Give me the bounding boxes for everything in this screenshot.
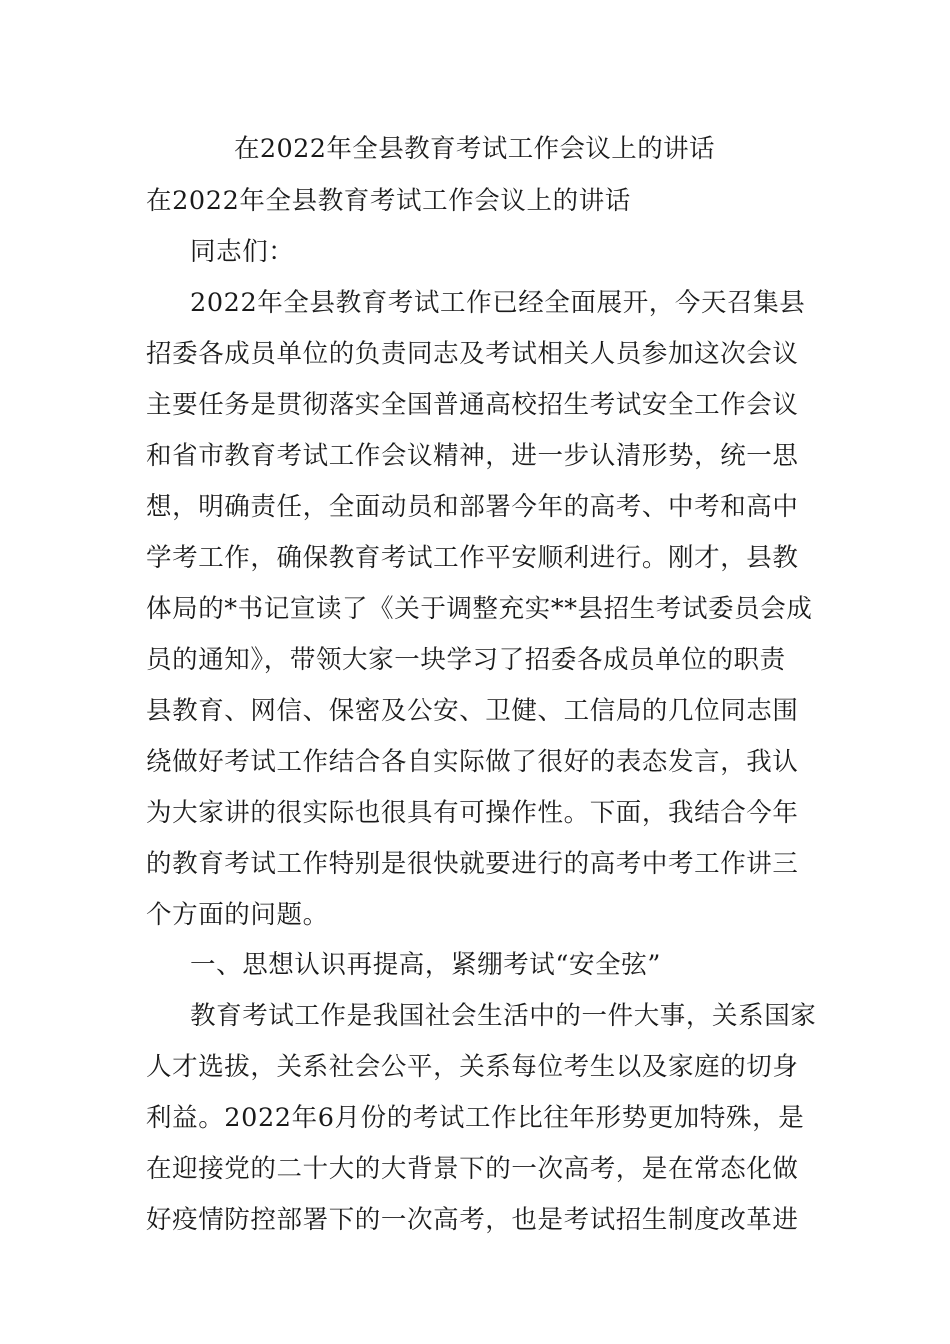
paragraph-line: 人才选拔，关系社会公平，关系每位考生以及家庭的切身 bbox=[146, 1052, 799, 1082]
subtitle-line: 在2022年全县教育考试工作会议上的讲话 bbox=[146, 186, 631, 216]
paragraph-line: 县教育、网信、保密及公安、卫健、工信局的几位同志围 bbox=[146, 696, 799, 726]
paragraph-line: 个方面的问题。 bbox=[146, 900, 329, 930]
paragraph-line: 绕做好考试工作结合各自实际做了很好的表态发言，我认 bbox=[146, 747, 799, 777]
paragraph-line: 体局的*书记宣读了《关于调整充实**县招生考试委员会成 bbox=[146, 594, 813, 624]
paragraph-line: 教育考试工作是我国社会生活中的一件大事，关系国家 bbox=[190, 1001, 817, 1031]
paragraph-line: 利益。2022年6月份的考试工作比往年形势更加特殊，是 bbox=[146, 1103, 805, 1133]
paragraph-line: 学考工作，确保教育考试工作平安顺利进行。刚才，县教 bbox=[146, 543, 799, 573]
salutation: 同志们： bbox=[190, 237, 295, 267]
paragraph-line: 2022年全县教育考试工作已经全面展开，今天召集县 bbox=[190, 288, 806, 318]
paragraph-line: 在迎接党的二十大的大背景下的一次高考，是在常态化做 bbox=[146, 1154, 799, 1184]
paragraph-line: 想，明确责任，全面动员和部署今年的高考、中考和高中 bbox=[146, 492, 799, 522]
paragraph-line: 好疫情防控部署下的一次高考，也是考试招生制度改革进 bbox=[146, 1205, 799, 1235]
document-title: 在2022年全县教育考试工作会议上的讲话 bbox=[234, 134, 715, 164]
paragraph-line: 主要任务是贯彻落实全国普通高校招生考试安全工作会议 bbox=[146, 390, 799, 420]
section-heading: 一、思想认识再提高，紧绷考试“安全弦” bbox=[190, 950, 661, 980]
paragraph-line: 为大家讲的很实际也很具有可操作性。下面，我结合今年 bbox=[146, 798, 799, 828]
paragraph-line: 和省市教育考试工作会议精神，进一步认清形势，统一思 bbox=[146, 441, 799, 471]
paragraph-line: 员的通知》，带领大家一块学习了招委各成员单位的职责 bbox=[146, 645, 786, 675]
paragraph-line: 招委各成员单位的负责同志及考试相关人员参加这次会议 bbox=[146, 339, 799, 369]
paragraph-line: 的教育考试工作特别是很快就要进行的高考中考工作讲三 bbox=[146, 849, 799, 879]
